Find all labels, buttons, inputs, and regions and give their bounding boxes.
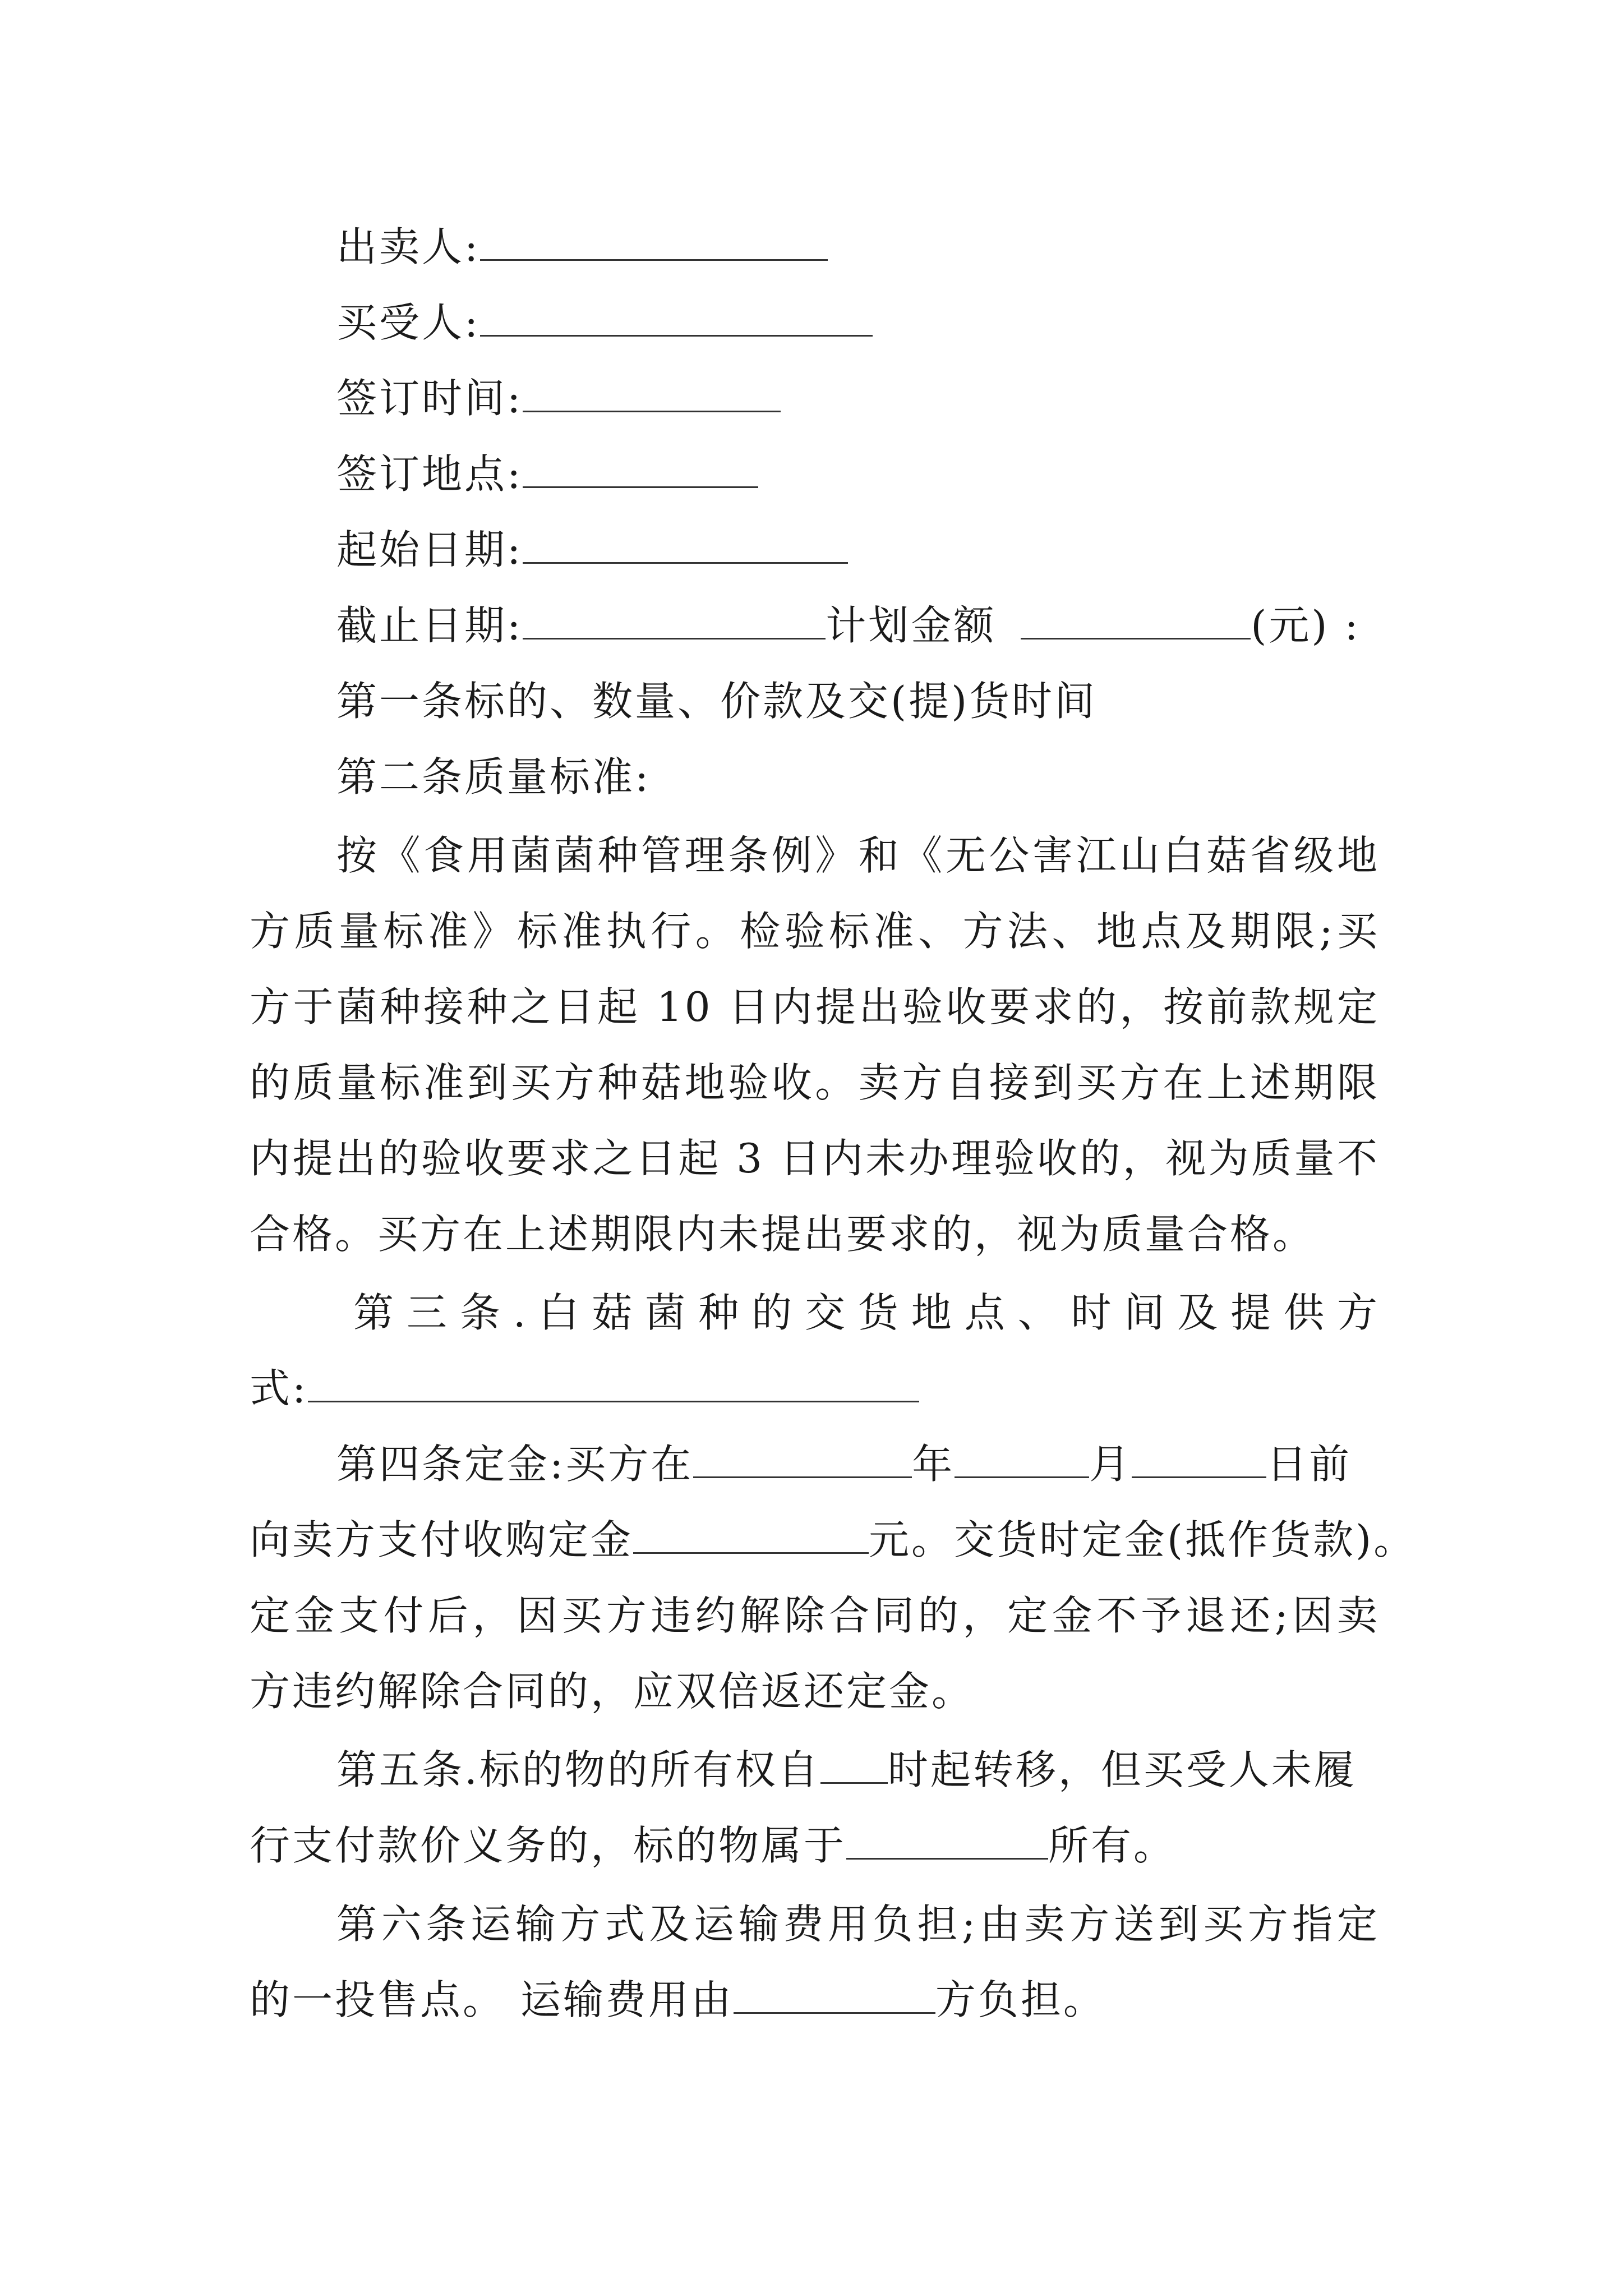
plan-amount-blank[interactable] <box>1021 597 1251 639</box>
article-3-line-2 <box>250 1360 919 1416</box>
sign-place-blank[interactable] <box>523 446 758 488</box>
article-3-line-1: 第三条.白菇菌种的交货地点、时间及提供方 <box>353 1289 1380 1336</box>
sign-time-blank[interactable] <box>523 370 781 412</box>
article-2-title: 第二条质量标准: <box>336 753 651 800</box>
sign-place-field <box>336 446 758 502</box>
article-2-line-3: 方于菌种接种之日起 10 日内提出验收要求的，按前款规定 <box>250 983 1380 1030</box>
freight-party-blank[interactable] <box>734 1972 935 2014</box>
owner-blank[interactable] <box>846 1818 1048 1860</box>
plan-amount-label: 计划金额 <box>826 602 997 649</box>
end-date-field <box>336 597 1361 654</box>
article-4-line-3: 定金支付后，因买方违约解除合同的，定金不予退还;因卖 <box>250 1592 1380 1639</box>
deposit-amount-blank[interactable] <box>633 1512 869 1554</box>
delivery-blank[interactable] <box>308 1360 919 1402</box>
seller-field <box>336 219 828 275</box>
seller-blank[interactable] <box>480 219 828 261</box>
end-date-label: 截止日期: <box>336 602 523 649</box>
buyer-label: 买受人: <box>336 299 481 346</box>
start-date-blank[interactable] <box>523 522 848 564</box>
article-2-line-2: 方质量标准》标准执行。检验标准、方法、地点及期限;买 <box>250 908 1380 955</box>
article-2-line-5: 内提出的验收要求之日起 3 日内未办理验收的，视为质量不 <box>250 1135 1380 1182</box>
article-3-label: 式: <box>250 1365 308 1412</box>
article-2-line-4: 的质量标准到买方种菇地验收。卖方自接到买方在上述期限 <box>250 1059 1380 1106</box>
article-6-line-1: 第六条运输方式及运输费用负担;由卖方送到买方指定 <box>336 1901 1380 1948</box>
article-5-text-3: 行支付款价义务的，标的物属于 <box>250 1822 847 1869</box>
deposit-day-blank[interactable] <box>1132 1436 1266 1478</box>
article-4-deposit-text: 向卖方支付收购定金 <box>250 1516 634 1563</box>
article-5-text-2: 时起转移，但买受人未履 <box>887 1746 1357 1793</box>
deposit-year-blank[interactable] <box>693 1436 912 1478</box>
article-4-line-2 <box>250 1512 1416 1568</box>
ownership-blank[interactable] <box>820 1742 888 1784</box>
article-1: 第一条标的、数量、价款及交(提)货时间 <box>336 678 1098 725</box>
day-label: 日前 <box>1266 1441 1352 1488</box>
article-5-text-4: 所有。 <box>1048 1822 1177 1869</box>
article-2-line-6: 合格。买方在上述期限内未提出要求的，视为质量合格。 <box>250 1211 1316 1258</box>
month-label: 月 <box>1089 1441 1132 1488</box>
article-6-text: 的一投售点。 运输费用由 <box>250 1976 734 2023</box>
end-date-blank[interactable] <box>523 597 826 639</box>
article-5-text: 第五条.标的物的所有权自 <box>336 1746 820 1793</box>
article-4-line-1 <box>336 1436 1352 1492</box>
buyer-field <box>336 295 873 351</box>
plan-amount-unit: (元) : <box>1251 602 1361 649</box>
sign-time-field <box>336 370 781 426</box>
article-5-line-2 <box>250 1818 1176 1874</box>
start-date-label: 起始日期: <box>336 526 523 573</box>
article-6-line-2 <box>250 1972 1106 2028</box>
sign-place-label: 签订地点: <box>336 450 523 498</box>
start-date-field <box>336 522 848 578</box>
article-4-line-4: 方违约解除合同的，应双倍返还定金。 <box>250 1668 975 1715</box>
article-4-deposit-unit: 元。交货时定金(抵作货款)。 <box>869 1516 1417 1563</box>
article-4-text: 第四条定金:买方在 <box>336 1441 694 1488</box>
article-5-line-1 <box>336 1742 1357 1798</box>
article-2-line-1: 按《食用菌菌种管理条例》和《无公害江山白菇省级地 <box>336 832 1380 879</box>
article-6-text-2: 方负担。 <box>935 1976 1106 2023</box>
deposit-month-blank[interactable] <box>955 1436 1089 1478</box>
buyer-blank[interactable] <box>480 295 873 337</box>
year-label: 年 <box>912 1441 955 1488</box>
sign-time-label: 签订时间: <box>336 375 523 422</box>
seller-label: 出卖人: <box>336 223 481 270</box>
